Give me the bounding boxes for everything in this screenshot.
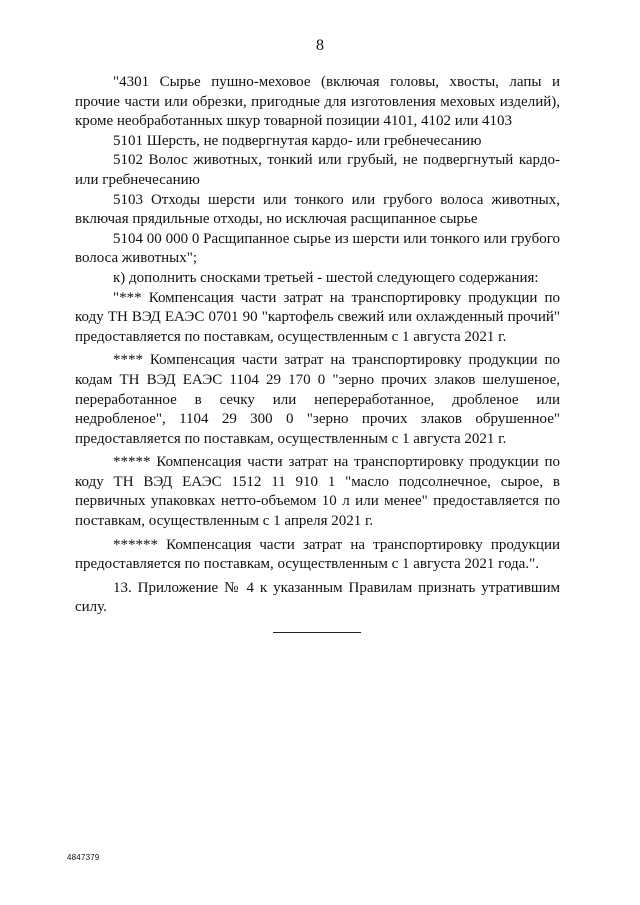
footnote-3: "*** Компенсация части затрат на транспортировку продукции по коду ТН ВЭД ЕАЭС 0701 90 "картофель свежий или охлажденный прочий" предоставляется по поставкам, осуществленным с 1 августа 2021 г. xyxy=(75,289,560,345)
footnote-6: ****** Компенсация части затрат на транспортировку продукции предоставляется по поставкам, осуществленным с 1 августа 2021 года.". xyxy=(75,536,560,573)
paragraph-4301: "4301 Сырье пушно-меховое (включая головы, хвосты, лапы и прочие части или обрезки, пригодные для изготовления меховых изделий), кроме необработанных шкур товарной позиции 4101, 4102 или 4103 xyxy=(75,74,560,130)
footnote-5: ***** Компенсация части затрат на транспортировку продукции по коду ТН ВЭД ЕАЭС 1512 11 910 1 "масло подсолнечное, сырое, в первичных упаковках нетто-объемом 10 л или менее" предоставляется по поставкам, осуществленным с 1 апреля 2021 г. xyxy=(75,454,560,530)
footnote-4: **** Компенсация части затрат на транспортировку продукции по кодам ТН ВЭД ЕАЭС 1104 29 170 0 "зерно прочих злаков шелушеное, переработанное в сечку или непереработанное, дробленое или недробленое", 1104 29 300 0 "зерно прочих злаков обрушенное" предоставляется по поставкам, осуществленным с 1 августа 2021 г. xyxy=(75,352,560,447)
document-body xyxy=(75,73,560,618)
paragraph-5102: 5102 Волос животных, тонкий или грубый, не подвергнутый кардо- или гребнечесанию xyxy=(75,152,560,188)
paragraph-5104: 5104 00 000 0 Расщипанное сырье из шерсти или тонкого или грубого волоса животных"; xyxy=(75,230,560,267)
paragraph-5101: 5101 Шерсть, не подвергнутая кардо- или гребнечесанию xyxy=(113,132,482,149)
document-code: 4847379 xyxy=(67,853,100,862)
page-number: 8 xyxy=(316,37,324,54)
paragraph-item-13: 13. Приложение № 4 к указанным Правилам признать утратившим силу. xyxy=(75,579,560,616)
paragraph-item-k: к) дополнить сносками третьей - шестой следующего содержания: xyxy=(113,269,539,286)
separator-line xyxy=(273,632,361,633)
paragraph-5103: 5103 Отходы шерсти или тонкого или грубого волоса животных, включая прядильные отходы, но исключая расщипанное сырье xyxy=(75,191,560,228)
